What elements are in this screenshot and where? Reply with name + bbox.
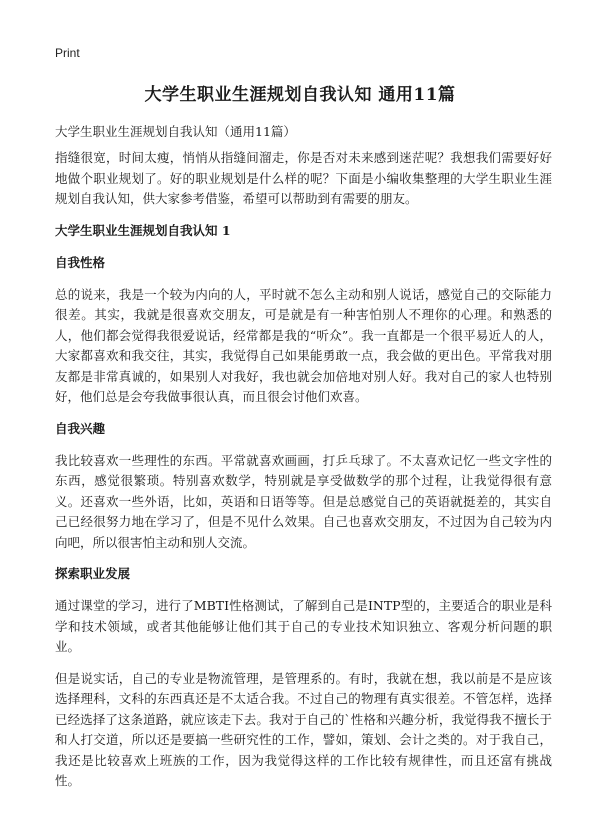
- section-paragraph: 通过课堂的学习，进行了MBTI性格测试，了解到自己是INTP型的，主要适合的职业是科学和技术领域，或者其他能够让他们其于自己的专业技术知识独立、客观分析问题的职业。: [55, 598, 552, 654]
- article-heading: 大学生职业生涯规划自我认知 1: [55, 222, 231, 238]
- intro-paragraph: 指缝很宽，时间太瘦，悄悄从指缝间溜走，你是否对未来感到迷茫呢？我想我们需要好好地做个职业规划了。好的职业规划是什么样的呢？下面是小编收集整理的大学生职业生涯规划自我认知，供大家参考借鉴，希望可以帮助到有需要的朋友。: [55, 150, 552, 206]
- section-paragraph: 总的说来，我是一个较为内向的人，平时就不怎么主动和别人说话，感觉自己的交际能力很差。其实，我就是很喜欢交朋友，可是就是有一种害怕别人不理你的心理。和熟悉的人，他们都会觉得我很爱说话，经常都是我的“听众”。我一直都是一个很平易近人的人，大家都喜欢和我交往，其实，我觉得自己如果能勇敢一点，我会做的更出色。平常我对朋友都是非常真诚的，如果别人对我好，我也就会加倍地对别人好。我对自己的家人也特别好，他们总是会夸我做事很认真，而且很会讨他们欢喜。: [55, 286, 552, 404]
- document-subtitle: 大学生职业生涯规划自我认知（通用11篇）: [55, 124, 296, 139]
- section-paragraph: 我比较喜欢一些理性的东西。平常就喜欢画画，打乒乓球了。不太喜欢记忆一些文字性的东西，感觉很繁琐。特别喜欢数学，特别就是享受做数学的那个过程，让我觉得很有意义。还喜欢一些外语，比如，英语和日语等等。但是总感觉自己的英语就挺差的，其实自己已经很努力地在学习了，但是不见什么效果。自己也喜欢交朋友，不过因为自己较为内向吧，所以很害怕主动和别人交流。: [55, 452, 552, 550]
- section-heading-career: 探索职业发展: [55, 566, 131, 581]
- section-paragraph: 但是说实话，自己的专业是物流管理，是管理系的。有时，我就在想，我以前是不是应该选择理科，文科的东西真还是不太适合我。不过自己的物理有真实很差。不管怎样，选择已经选择了这条道路，就应该走下去。我对于自己的`性格和兴趣分析，我觉得我不擅长于和人打交道，所以还是要搞一些研究性的工作，譬如，策划、会计之类的。对于我自己，我还是比较喜欢上班族的工作，因为我觉得这样的工作比较有规律性，而且还富有挑战性。: [55, 670, 552, 788]
- section-heading-personality: 自我性格: [55, 254, 106, 270]
- print-link[interactable]: Print: [55, 46, 80, 60]
- section-heading-interests: 自我兴趣: [55, 420, 106, 436]
- document-title: 大学生职业生涯规划自我认知 通用11篇: [144, 85, 456, 105]
- document-content: [55, 148, 552, 803]
